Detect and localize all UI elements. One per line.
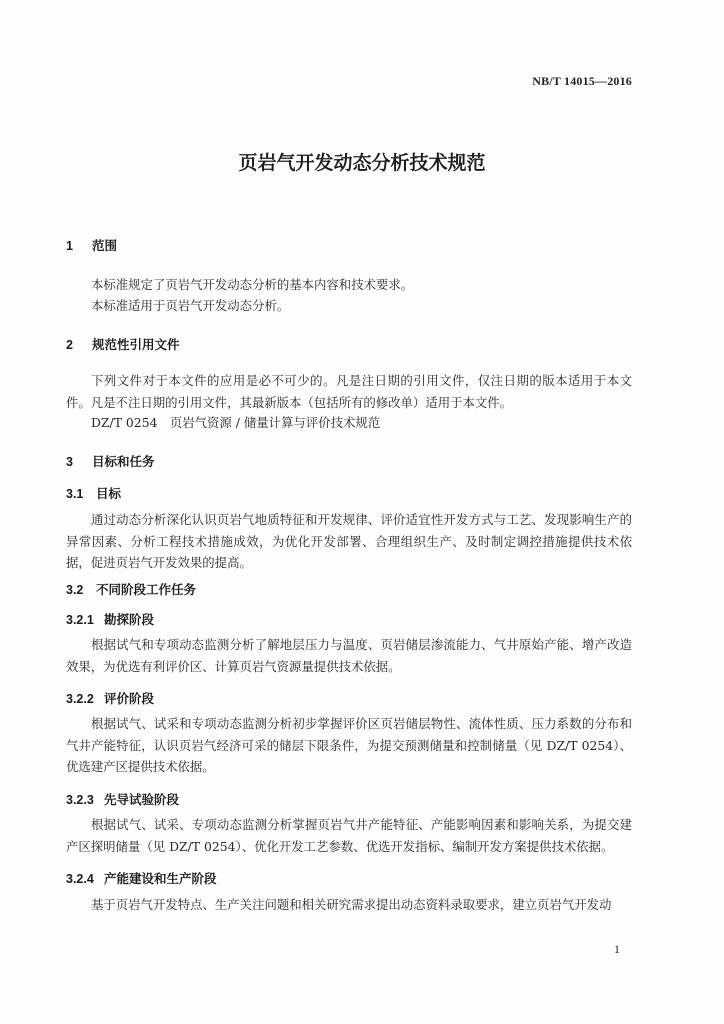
section-number: 3 — [66, 455, 73, 469]
section-title: 规范性引用文件 — [92, 337, 180, 352]
section-title: 产能建设和生产阶段 — [104, 871, 217, 886]
section-number: 3.2 — [66, 583, 84, 597]
section-heading — [66, 452, 155, 470]
paragraph: 基于页岩气开发特点、生产关注问题和相关研究需求提出动态资料录取要求，建立页岩气开发动 — [91, 897, 612, 912]
normative-reference: DZ/T 0254 页岩气资源 / 储量计算与评价技术规范 — [91, 415, 381, 430]
paragraph-line: 本标准规定了页岩气开发动态分析的基本内容和技术要求。 — [91, 277, 414, 292]
section-heading — [66, 236, 117, 254]
subsection-heading — [66, 484, 121, 502]
section-number: 2 — [66, 338, 73, 352]
paragraph: 下列文件对于本文件的应用是必不可少的。凡是注日期的引用文件，仅注日期的版本适用于本文件。凡是不注日期的引用文件，其最新版本（包括所有的修改单）适用于本文件。 — [66, 373, 632, 410]
section-title: 不同阶段工作任务 — [96, 582, 197, 597]
subsection-heading — [66, 869, 217, 887]
subsection-heading — [66, 790, 179, 808]
paragraph: 通过动态分析深化认识页岩气地质特征和开发规律、评价适宜性开发方式与工艺、发现影响生产的异常因素、分析工程技术措施成效，为优化开发部署、合理组织生产、及时制定调控措施提供技术依据，促进页岩气开发效果的提高。 — [66, 512, 632, 570]
paragraph: 根据试气和专项动态监测分析了解地层压力与温度、页岩储层渗流能力、气井原始产能、增产改造效果，为优选有利评价区、计算页岩气资源量提供技术依据。 — [66, 637, 632, 674]
section-number: 3.2.2 — [66, 692, 94, 706]
section-number: 3.2.4 — [66, 872, 94, 886]
subsection-heading — [66, 580, 196, 598]
section-number: 3.2.1 — [66, 613, 94, 627]
page-number: 1 — [614, 942, 620, 956]
section-title: 目标和任务 — [92, 454, 155, 469]
subsection-heading — [66, 610, 154, 628]
section-heading — [66, 335, 180, 353]
section-title: 先导试验阶段 — [104, 792, 180, 807]
section-number: 1 — [66, 239, 73, 253]
standard-code: NB/T 14015—2016 — [532, 74, 632, 88]
document-title: 页岩气开发动态分析技术规范 — [238, 152, 486, 174]
subsection-heading — [66, 689, 154, 707]
paragraph: 根据试气、试采和专项动态监测分析初步掌握评价区页岩储层物性、流体性质、压力系数的分布和气井产能特征，认识页岩气经济可采的储层下限条件，为提交预测储量和控制储量（见 DZ/T 0254）、优选建产区提供技术依据。 — [66, 716, 632, 774]
section-title: 勘探阶段 — [104, 612, 155, 627]
section-number: 3.1 — [66, 487, 84, 501]
paragraph: 根据试气、试采、专项动态监测分析掌握页岩气井产能特征、产能影响因素和影响关系，为提交建产区探明储量（见 DZ/T 0254）、优化开发工艺参数、优选开发指标、编制开发方案提供技术依据。 — [66, 817, 632, 854]
section-title: 评价阶段 — [104, 691, 155, 706]
section-title: 目标 — [96, 486, 122, 501]
section-title: 范围 — [92, 238, 118, 253]
paragraph-line: 本标准适用于页岩气开发动态分析。 — [91, 298, 290, 313]
section-number: 3.2.3 — [66, 793, 94, 807]
